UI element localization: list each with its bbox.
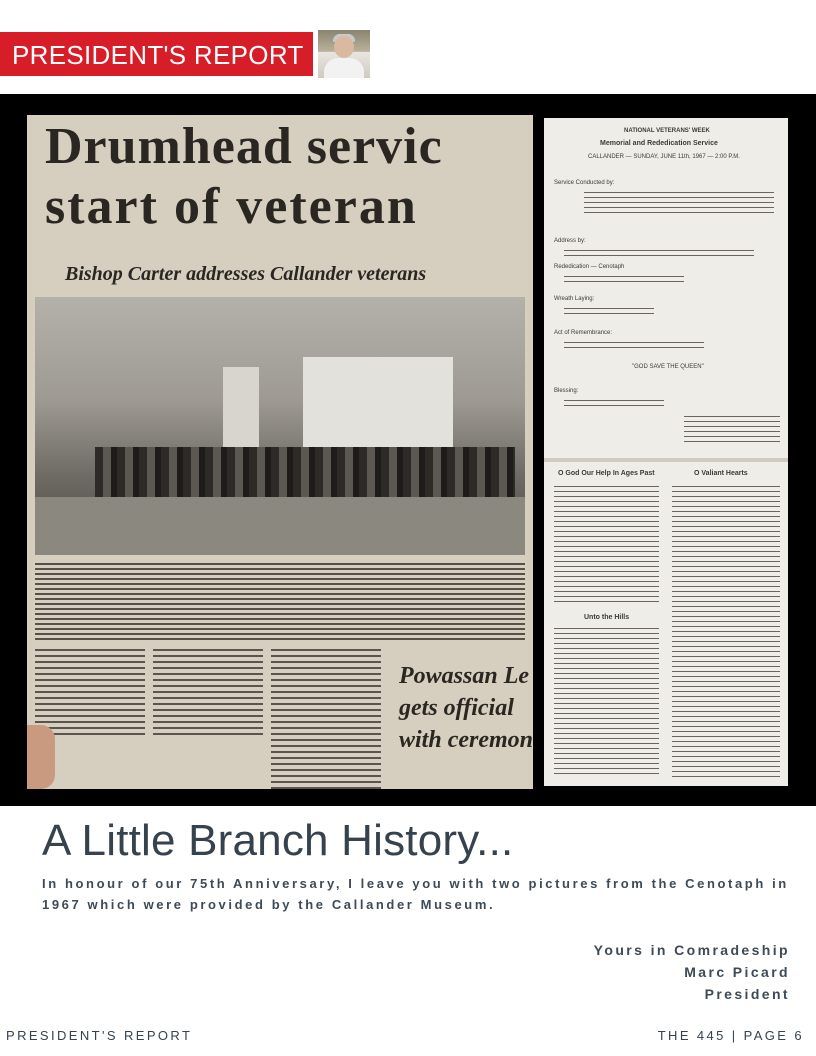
clipping-side-headline-3: with ceremon: [399, 727, 533, 753]
avatar-head: [334, 36, 354, 58]
newspaper-clipping: [27, 115, 533, 789]
clipping-side-headline-1: Powassan Le: [399, 663, 530, 689]
program-text: [564, 276, 684, 282]
clipping-column: [35, 649, 145, 739]
section-title: A Little Branch History...: [42, 816, 514, 865]
footer-section-label: PRESIDENT'S REPORT: [6, 1028, 193, 1043]
program-committee: [684, 416, 780, 444]
intro-paragraph: In honour of our 75th Anniversary, I leave you with two pictures from the Cenotaph in 1967 which were provided by the Callander Museum.: [42, 876, 789, 912]
avatar-shirt: [324, 58, 364, 78]
program-fold: [544, 458, 788, 462]
program-text: [564, 308, 654, 314]
program-text: [564, 250, 754, 256]
clipping-photo: [35, 297, 525, 555]
program-hymn-3-title: Unto the Hills: [584, 614, 630, 621]
service-program: [544, 118, 788, 786]
page-header-title: PRESIDENT'S REPORT: [12, 40, 304, 70]
program-title-1: NATIONAL VETERANS' WEEK: [624, 128, 710, 134]
history-photo: [0, 94, 816, 806]
signature-title: President: [704, 986, 790, 1002]
clipping-photo-house: [303, 357, 453, 447]
footer-page-number: THE 445 | PAGE 6: [657, 1028, 804, 1043]
program-title-3: CALLANDER — SUNDAY, JUNE 11th, 1967 — 2:00 P.M.: [588, 154, 740, 160]
program-hymn-text: [672, 486, 780, 778]
clipping-photo-ground: [35, 497, 525, 555]
clipping-headline-line2: start of veteran: [45, 178, 418, 235]
program-text: [584, 192, 774, 216]
clipping-thumb: [27, 725, 55, 789]
signature-closing: Yours in Comradeship: [593, 942, 790, 958]
program-title-2: Memorial and Rededication Service: [600, 140, 718, 147]
clipping-column: [153, 649, 263, 739]
clipping-subhead: Bishop Carter addresses Callander veterans: [65, 263, 427, 285]
program-text: [564, 342, 704, 348]
president-avatar: [318, 30, 370, 78]
program-blessing-label: Blessing:: [554, 388, 579, 394]
program-hymn-text: [554, 628, 659, 778]
program-service-label: Service Conducted by:: [554, 180, 615, 186]
program-god-save: "GOD SAVE THE QUEEN": [632, 364, 704, 370]
signature-name: Marc Picard: [684, 964, 790, 980]
program-hymn-text: [554, 486, 659, 606]
program-hymn-2-title: O Valiant Hearts: [694, 470, 748, 477]
signature-block: [594, 939, 790, 1005]
clipping-caption-text: [35, 563, 525, 643]
program-wreath-label: Wreath Laying:: [554, 296, 595, 302]
program-hymn-1-title: O God Our Help In Ages Past: [558, 470, 655, 477]
clipping-column: [271, 649, 381, 789]
clipping-headline-line1: Drumhead servic: [45, 118, 443, 175]
clipping-side-headline-2: gets official: [399, 695, 514, 721]
program-text: [564, 400, 664, 406]
program-remembrance-label: Act of Remembrance:: [554, 330, 613, 336]
program-rededication-label: Rededication — Cenotaph: [554, 264, 625, 270]
program-address-label: Address by:: [554, 238, 586, 244]
